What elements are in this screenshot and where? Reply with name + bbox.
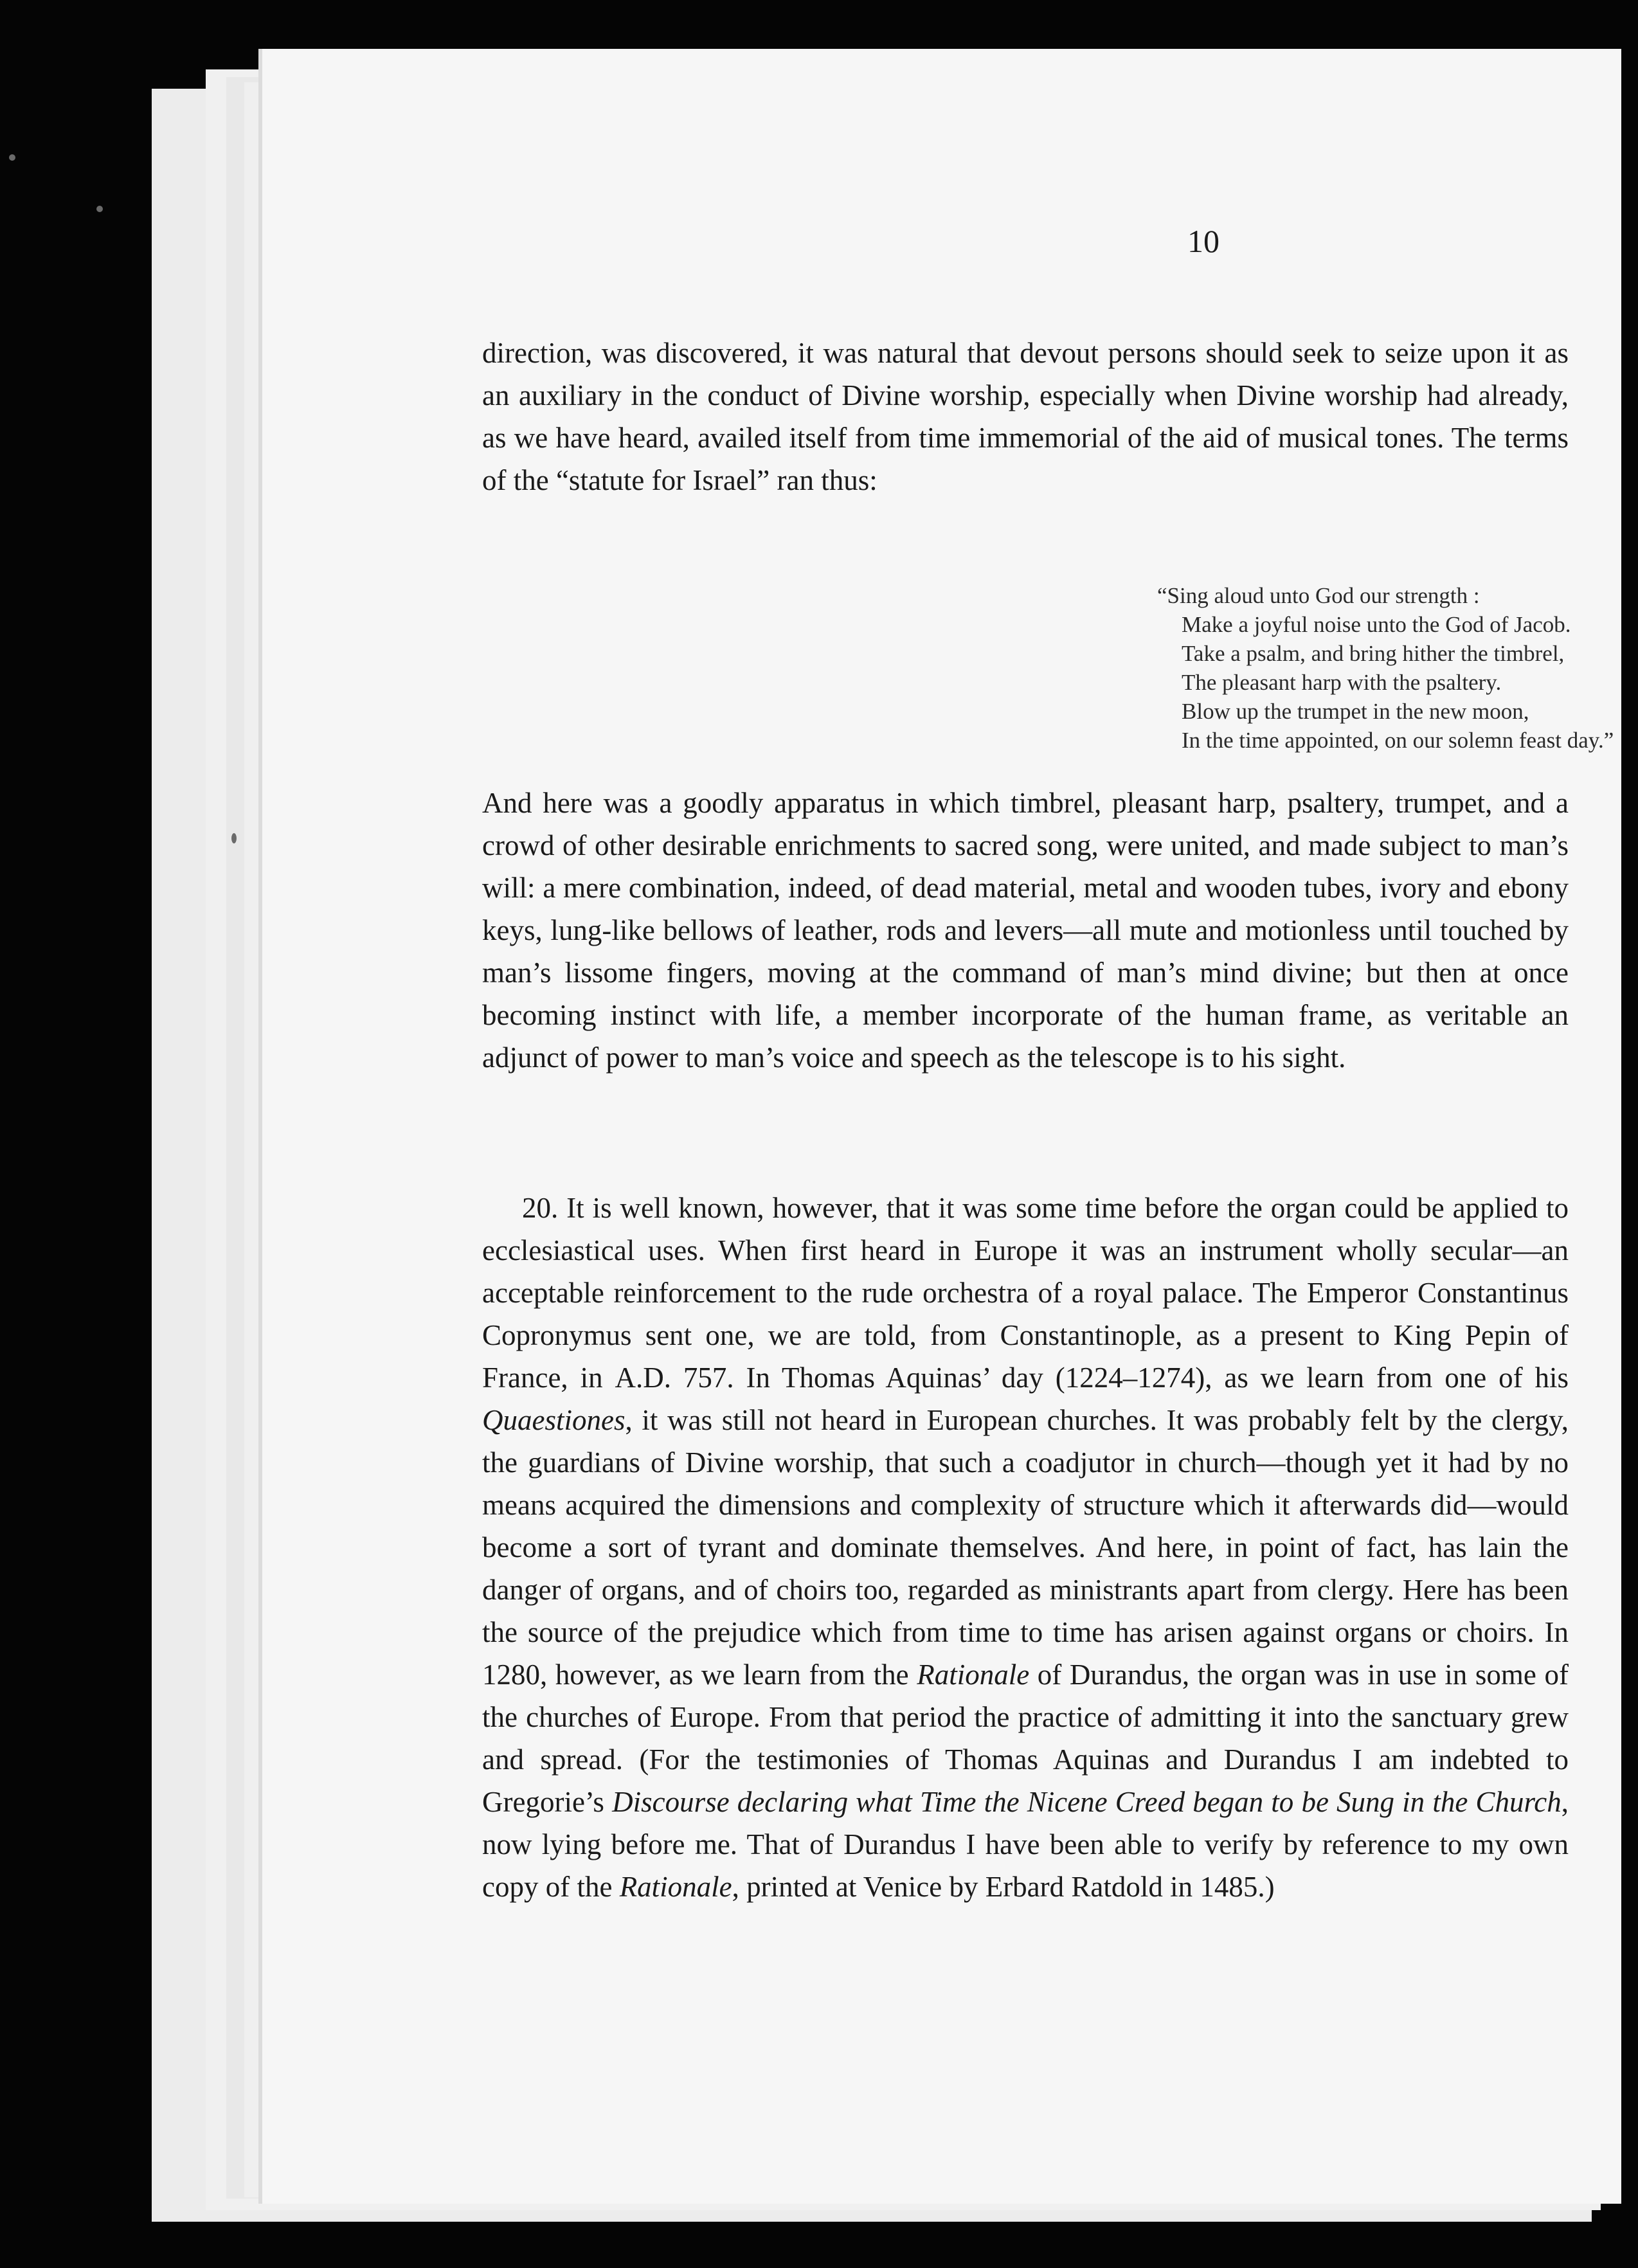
poem-line: Take a psalm, and bring hither the timbrel, [1182,641,1565,666]
work-title: Discourse declaring what Time the Nicene Creed began to be Sung in the Church [612,1786,1562,1818]
text-run: , printed at Venice by Erbard Ratdold in 1485.) [732,1871,1275,1903]
paragraph-section-20 [482,1187,1569,1908]
scan-speck [9,154,15,161]
work-title: Rationale [619,1871,732,1903]
scan-speck [96,206,103,212]
text-run: 20. It is well known, however, that it was some time before the organ could be applied to ecclesiastical uses. When first heard in Europe it was an instrument wholly secular—an acceptable reinforcement to the rude orchestra of a royal palace. The Emperor Constantinus Copronymus sent one, we are told, from Constantinople, as a present to King Pepin of France, in [482,1192,1569,1394]
text-run: , now lying before me. That of Durandus I have been able to verify by reference to my own copy of the [482,1786,1569,1903]
page-number: 10 [1187,223,1220,259]
paragraph-organ-description: And here was a goodly apparatus in which timbrel, pleasant harp, psaltery, trumpet, and a crowd of other desirable enrichments to sacred song, were united, and made subject to man’s will: a mere combination, indeed, of dead material, metal and wooden tubes, ivory and ebony keys, lung-like bellows of leather, rods and levers—all mute and motionless until touched by man’s lissome fingers, moving at the command of man’s mind divine; but then at once becoming instinct with life, a member incorporate of the human frame, as veritable an adjunct of power to man’s voice and speech as the telescope is to his sight. [482,787,1569,1074]
poem-line: Make a joyful noise unto the God of Jacob. [1182,612,1571,637]
scan-speck [231,833,237,843]
poem-line: The pleasant harp with the psaltery. [1182,670,1502,695]
paragraph-continuation: direction, was discovered, it was natural that devout persons should seek to seize upon it as an auxiliary in the conduct of Divine worship, especially when Divine worship had already, as we have heard, availed itself from time immemorial of the aid of musical tones. The terms of the “statute for Israel” ran thus: [482,337,1569,496]
poem-line: “Sing aloud unto God our strength : [1157,583,1480,608]
text-run: of Durandus, the organ was in use in some of the churches of Europe. From that period the practice of admitting it into the sanctuary grew and spread. (For the testimonies of Thomas Aquinas and Durandus I am indebted to Gregorie’s [482,1659,1569,1818]
work-title: Quaestiones [482,1404,626,1436]
work-title: Rationale [917,1659,1030,1691]
era-abbreviation: A.D. [615,1362,671,1394]
text-run: , it was still not heard in European churches. It was probably felt by the clergy, the guardians of Divine worship, that such a coadjutor in church—though yet it had by no means acquired the dimensions and complexity of structure which it afterwards did—would become a sort of tyrant and dominate themselves. And here, in point of fact, has lain the danger of organs, and of choirs too, regarded as ministrants apart from clergy. Here has been the source of the prejudice which from time to time has arisen against organs or choirs. In 1280, however, as we learn from the [482,1404,1569,1691]
book-page [262,49,1621,2204]
psalm-quotation [1157,581,1614,755]
text-run: 757. In Thomas Aquinas’ day (1224–1274), as we learn from one of his [670,1362,1569,1394]
poem-line: Blow up the trumpet in the new moon, [1182,699,1529,724]
poem-line: In the time appointed, on our solemn feast day.” [1182,728,1614,753]
